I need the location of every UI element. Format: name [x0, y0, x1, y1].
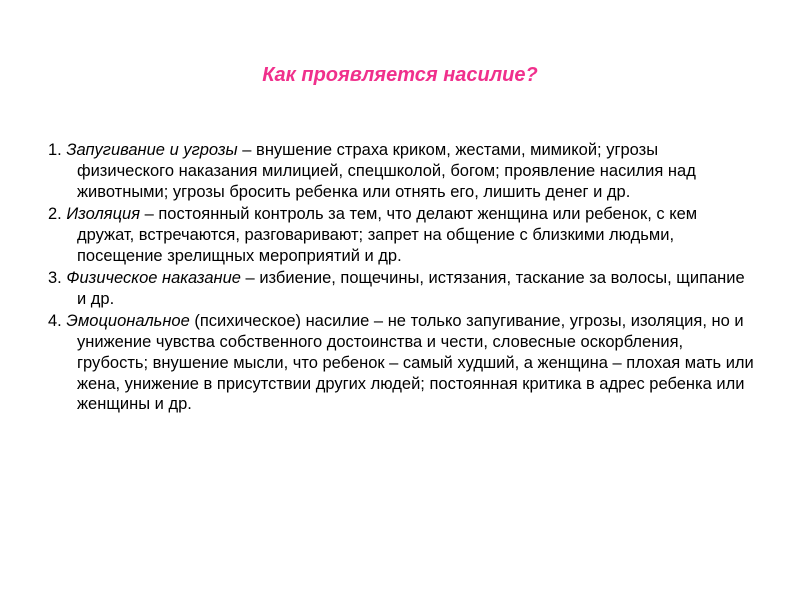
item-term: Физическое наказание — [66, 268, 241, 287]
list-item-isolation — [48, 204, 758, 266]
list-item-emotional-violence — [48, 311, 758, 415]
item-number: 3. — [48, 268, 67, 287]
slide-title: Как проявляется насилие? — [262, 64, 538, 86]
slide-body — [48, 140, 758, 417]
item-number: 4. — [48, 312, 67, 331]
item-text: – избиение, пощечины, истязания, таскание за волосы, щипание и др. — [77, 268, 745, 308]
list-item-intimidation — [48, 140, 758, 202]
item-term: Эмоциональное — [66, 312, 190, 331]
item-text: – внушение страха криком, жестами, мимикой; угрозы физического наказания милицией, спецшколой, богом; проявление насилия над животными; угрозы бросить ребенка или отнять его, лишить денег и др. — [77, 141, 696, 201]
item-text: (психическое) насилие – не только запугивание, угрозы, изоляция, но и унижение чувства собственного достоинства и чести, словесные оскорбления, грубость; внушение мысли, что ребенок – самый худший, а женщина – плохая мать или жена, унижение в присутствии других людей; постоянная критика в адрес ребенка или женщины и др. — [77, 312, 754, 414]
item-text: – постоянный контроль за тем, что делают женщина или ребенок, с кем дружат, встречаются, разговаривают; запрет на общение с близкими людьми, посещение зрелищных мероприятий и др. — [77, 204, 698, 265]
item-term: Изоляция — [66, 204, 141, 223]
item-number: 2. — [48, 204, 67, 223]
item-term: Запугивание и угрозы — [66, 141, 238, 159]
item-number: 1. — [48, 141, 67, 159]
list-item-physical-punishment — [48, 268, 758, 310]
